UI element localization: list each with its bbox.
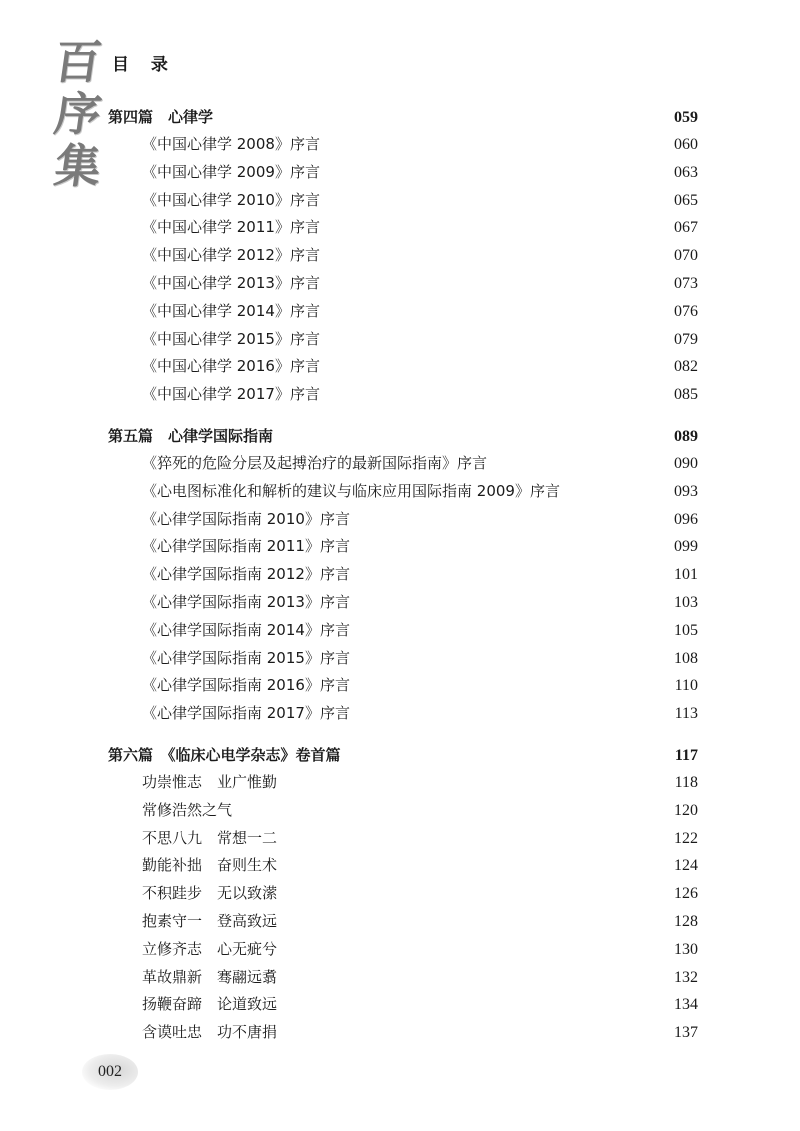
toc-entry[interactable] <box>108 187 700 215</box>
entry-title: 《猝死的危险分层及起搏治疗的最新国际指南》序言 <box>142 454 488 472</box>
entry-page-number: 079 <box>674 330 698 348</box>
entry-title: 常修浩然之气 <box>142 800 233 819</box>
toc-entry[interactable] <box>108 769 700 797</box>
entry-title: 抱素守一 登高致远 <box>142 911 278 930</box>
toc-entry[interactable] <box>108 353 700 381</box>
entry-title: 《中国心律学 2011》序言 <box>142 218 320 237</box>
entry-title: 《中国心律学 2008》序言 <box>142 135 320 153</box>
entry-page-number: 118 <box>674 774 698 791</box>
entry-title: 《中国心律学 2015》序言 <box>142 329 320 348</box>
toc-entry[interactable] <box>108 852 700 880</box>
section-title: 第五篇 心律学国际指南 <box>108 427 274 445</box>
toc-entry[interactable] <box>108 825 700 853</box>
entry-title: 《心律学国际指南 2013》序言 <box>142 592 350 611</box>
section-page-number: 059 <box>674 109 698 126</box>
toc-entry[interactable] <box>108 242 700 270</box>
entry-title: 《中国心律学 2012》序言 <box>142 246 320 265</box>
toc-entry[interactable] <box>108 700 700 728</box>
entry-title: 立修齐志 心无疵兮 <box>142 939 278 958</box>
entry-page-number: 137 <box>674 1024 698 1042</box>
section-page-number: 089 <box>674 428 698 445</box>
entry-page-number: 108 <box>674 649 698 667</box>
entry-page-number: 093 <box>674 482 698 500</box>
toc-entry[interactable] <box>108 797 700 825</box>
page-heading: 目 录 <box>112 55 176 75</box>
toc-entry[interactable] <box>108 270 700 298</box>
entry-page-number: 126 <box>674 885 698 903</box>
toc-entry[interactable] <box>108 908 700 936</box>
entry-page-number: 067 <box>674 219 698 237</box>
entry-page-number: 060 <box>674 136 698 153</box>
entry-page-number: 090 <box>674 455 698 472</box>
entry-title: 功崇惟志 业广惟勤 <box>142 773 278 791</box>
entry-page-number: 132 <box>674 968 698 986</box>
entry-page-number: 124 <box>674 857 698 875</box>
entry-title: 《心律学国际指南 2016》序言 <box>142 676 350 695</box>
toc-entry[interactable] <box>108 936 700 964</box>
toc-entry[interactable] <box>108 1019 700 1047</box>
entry-title: 《心律学国际指南 2011》序言 <box>142 537 350 556</box>
toc-entry[interactable] <box>108 478 700 506</box>
page-number: 002 <box>82 1054 138 1090</box>
toc-section-4 <box>108 103 700 409</box>
toc-entry[interactable] <box>108 589 700 617</box>
entry-title: 《中国心律学 2009》序言 <box>142 162 320 181</box>
book-title-char: 序 <box>51 87 105 141</box>
toc-section-5 <box>108 422 700 728</box>
entry-page-number: 076 <box>674 302 698 320</box>
entry-page-number: 073 <box>674 274 698 292</box>
entry-page-number: 103 <box>674 593 698 611</box>
section-heading[interactable] <box>108 741 700 769</box>
entry-title: 勤能补拙 奋则生术 <box>142 856 278 875</box>
entry-page-number: 130 <box>674 940 698 958</box>
entry-title: 《心律学国际指南 2010》序言 <box>142 509 350 528</box>
entry-title: 含谟吐忠 功不唐捐 <box>142 1023 278 1042</box>
entry-title: 《中国心律学 2016》序言 <box>142 357 320 376</box>
toc-entry[interactable] <box>108 964 700 992</box>
toc-entry[interactable] <box>108 880 700 908</box>
entry-title: 《中国心律学 2013》序言 <box>142 273 320 292</box>
entry-page-number: 105 <box>674 621 698 639</box>
toc-entry[interactable] <box>108 298 700 326</box>
toc-entry[interactable] <box>108 159 700 187</box>
toc-entry[interactable] <box>108 561 700 589</box>
entry-page-number: 120 <box>674 801 698 819</box>
book-title-char: 集 <box>51 139 105 193</box>
entry-page-number: 101 <box>674 566 698 584</box>
entry-page-number: 082 <box>674 358 698 376</box>
entry-page-number: 134 <box>674 996 698 1014</box>
toc-entry[interactable] <box>108 131 700 159</box>
entry-title: 扬鞭奋蹄 论道致远 <box>142 995 278 1014</box>
section-heading[interactable] <box>108 422 700 450</box>
entry-page-number: 110 <box>674 677 698 695</box>
section-page-number: 117 <box>674 747 698 764</box>
entry-title: 《心律学国际指南 2015》序言 <box>142 648 350 667</box>
toc-entry[interactable] <box>108 991 700 1019</box>
toc-section-6 <box>108 741 700 1047</box>
toc-entry[interactable] <box>108 450 700 478</box>
toc-entry[interactable] <box>108 506 700 534</box>
entry-page-number: 063 <box>674 163 698 181</box>
entry-page-number: 070 <box>674 247 698 265</box>
toc-entry[interactable] <box>108 214 700 242</box>
entry-title: 不思八九 常想一二 <box>142 828 278 847</box>
entry-page-number: 113 <box>674 705 698 723</box>
section-title: 第六篇 《临床心电学杂志》卷首篇 <box>108 746 341 764</box>
entry-title: 《心律学国际指南 2014》序言 <box>142 620 350 639</box>
toc-entry[interactable] <box>108 381 700 409</box>
toc-entry[interactable] <box>108 326 700 354</box>
entry-page-number: 096 <box>674 510 698 528</box>
entry-title: 革故鼎新 骞翮远翥 <box>142 967 278 986</box>
entry-title: 《心律学国际指南 2017》序言 <box>142 704 350 723</box>
toc-entry[interactable] <box>108 672 700 700</box>
entry-page-number: 099 <box>674 538 698 556</box>
entry-title: 《中国心律学 2010》序言 <box>142 190 320 209</box>
section-title: 第四篇 心律学 <box>108 108 214 126</box>
entry-page-number: 065 <box>674 191 698 209</box>
entry-page-number: 122 <box>674 829 698 847</box>
entry-title: 《心电图标准化和解析的建议与临床应用国际指南 2009》序言 <box>142 481 560 500</box>
book-title-vertical <box>52 36 104 192</box>
entry-page-number: 128 <box>674 912 698 930</box>
entry-title: 不积跬步 无以致潆 <box>142 884 278 903</box>
entry-title: 《中国心律学 2017》序言 <box>142 385 320 404</box>
entry-page-number: 085 <box>674 386 698 404</box>
entry-title: 《中国心律学 2014》序言 <box>142 301 320 320</box>
book-title-char: 百 <box>51 35 105 89</box>
toc-entry[interactable] <box>108 645 700 673</box>
section-heading[interactable] <box>108 103 700 131</box>
entry-title: 《心律学国际指南 2012》序言 <box>142 565 350 584</box>
toc-entry[interactable] <box>108 533 700 561</box>
toc-entry[interactable] <box>108 617 700 645</box>
